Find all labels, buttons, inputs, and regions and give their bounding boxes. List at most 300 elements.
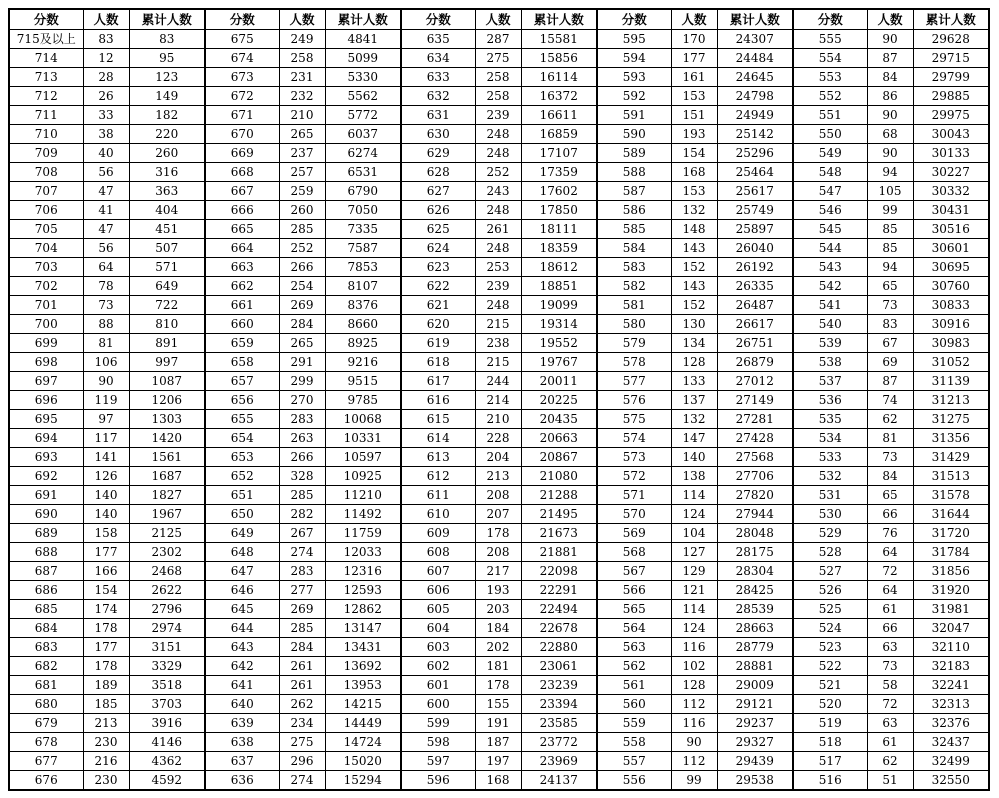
score-cell: 629: [401, 144, 475, 163]
table-row: [9, 201, 989, 220]
cumulative-cell: 28048: [717, 524, 793, 543]
table-row: [9, 562, 989, 581]
table-row: [9, 258, 989, 277]
table-row: [9, 600, 989, 619]
count-cell: 252: [279, 239, 325, 258]
count-cell: 119: [83, 391, 129, 410]
table-row: [9, 486, 989, 505]
score-cell: 566: [597, 581, 671, 600]
table-row: [9, 638, 989, 657]
score-cell: 593: [597, 68, 671, 87]
count-cell: 130: [671, 315, 717, 334]
score-cell: 535: [793, 410, 867, 429]
cumulative-cell: 3916: [129, 714, 205, 733]
score-cell: 644: [205, 619, 279, 638]
cumulative-cell: 27820: [717, 486, 793, 505]
count-cell: 274: [279, 543, 325, 562]
score-cell: 525: [793, 600, 867, 619]
cumulative-cell: 27012: [717, 372, 793, 391]
score-cell: 585: [597, 220, 671, 239]
count-cell: 63: [867, 714, 913, 733]
score-cell: 548: [793, 163, 867, 182]
count-cell: 26: [83, 87, 129, 106]
count-cell: 213: [475, 467, 521, 486]
count-cell: 105: [867, 182, 913, 201]
count-cell: 275: [279, 733, 325, 752]
score-cell: 545: [793, 220, 867, 239]
score-cell: 571: [597, 486, 671, 505]
score-cell: 604: [401, 619, 475, 638]
score-cell: 608: [401, 543, 475, 562]
cumulative-cell: 1420: [129, 429, 205, 448]
score-cell: 653: [205, 448, 279, 467]
score-cell: 559: [597, 714, 671, 733]
score-cell: 628: [401, 163, 475, 182]
score-cell: 668: [205, 163, 279, 182]
cumulative-cell: 2974: [129, 619, 205, 638]
score-cell: 570: [597, 505, 671, 524]
cumulative-cell: 19099: [521, 296, 597, 315]
count-cell: 38: [83, 125, 129, 144]
count-cell: 261: [475, 220, 521, 239]
score-cell: 520: [793, 695, 867, 714]
score-cell: 554: [793, 49, 867, 68]
table-row: [9, 543, 989, 562]
count-cell: 265: [279, 125, 325, 144]
cumulative-cell: 29538: [717, 771, 793, 791]
table-row: [9, 448, 989, 467]
score-cell: 655: [205, 410, 279, 429]
cumulative-cell: 7335: [325, 220, 401, 239]
count-cell: 178: [83, 619, 129, 638]
count-cell: 62: [867, 752, 913, 771]
count-cell: 114: [671, 600, 717, 619]
count-cell: 285: [279, 220, 325, 239]
cumulative-cell: 15294: [325, 771, 401, 791]
count-cell: 207: [475, 505, 521, 524]
score-cell: 536: [793, 391, 867, 410]
count-cell: 85: [867, 239, 913, 258]
cumulative-cell: 316: [129, 163, 205, 182]
count-cell: 210: [279, 106, 325, 125]
cumulative-cell: 29439: [717, 752, 793, 771]
score-cell: 680: [9, 695, 83, 714]
score-cell: 642: [205, 657, 279, 676]
count-cell: 99: [867, 201, 913, 220]
count-cell: 90: [867, 106, 913, 125]
score-cell: 705: [9, 220, 83, 239]
cumulative-cell: 220: [129, 125, 205, 144]
score-cell: 577: [597, 372, 671, 391]
count-cell: 140: [83, 486, 129, 505]
count-cell: 296: [279, 752, 325, 771]
score-cell: 673: [205, 68, 279, 87]
score-cell: 606: [401, 581, 475, 600]
cumulative-cell: 16114: [521, 68, 597, 87]
count-cell: 155: [475, 695, 521, 714]
cumulative-cell: 5772: [325, 106, 401, 125]
cumulative-cell: 149: [129, 87, 205, 106]
count-cell: 261: [279, 657, 325, 676]
score-cell: 671: [205, 106, 279, 125]
score-cell: 613: [401, 448, 475, 467]
cumulative-cell: 5099: [325, 49, 401, 68]
cumulative-cell: 1967: [129, 505, 205, 524]
count-cell: 215: [475, 315, 521, 334]
score-cell: 555: [793, 30, 867, 49]
cumulative-cell: 9216: [325, 353, 401, 372]
cumulative-cell: 2622: [129, 581, 205, 600]
score-header: 分数: [9, 9, 83, 30]
cumulative-cell: 30695: [913, 258, 989, 277]
score-cell: 679: [9, 714, 83, 733]
count-cell: 252: [475, 163, 521, 182]
cumulative-cell: 1206: [129, 391, 205, 410]
score-cell: 546: [793, 201, 867, 220]
score-cell: 592: [597, 87, 671, 106]
count-cell: 267: [279, 524, 325, 543]
count-cell: 269: [279, 296, 325, 315]
cumulative-cell: 13692: [325, 657, 401, 676]
table-row: [9, 125, 989, 144]
score-cell: 651: [205, 486, 279, 505]
score-cell: 539: [793, 334, 867, 353]
count-cell: 116: [671, 638, 717, 657]
table-header: [9, 9, 989, 30]
cumulative-cell: 182: [129, 106, 205, 125]
count-cell: 178: [475, 524, 521, 543]
cumulative-cell: 28175: [717, 543, 793, 562]
score-cell: 572: [597, 467, 671, 486]
score-cell: 625: [401, 220, 475, 239]
score-cell: 686: [9, 581, 83, 600]
score-cell: 648: [205, 543, 279, 562]
score-cell: 568: [597, 543, 671, 562]
cumulative-cell: 29327: [717, 733, 793, 752]
cumulative-cell: 19552: [521, 334, 597, 353]
cumulative-cell: 22098: [521, 562, 597, 581]
cumulative-cell: 29237: [717, 714, 793, 733]
count-cell: 104: [671, 524, 717, 543]
table-row: [9, 239, 989, 258]
count-cell: 148: [671, 220, 717, 239]
count-cell: 217: [475, 562, 521, 581]
cumulative-cell: 31052: [913, 353, 989, 372]
score-cell: 624: [401, 239, 475, 258]
score-distribution-table: [8, 8, 990, 791]
cumulative-cell: 1303: [129, 410, 205, 429]
count-cell: 56: [83, 239, 129, 258]
count-cell: 140: [671, 448, 717, 467]
score-cell: 614: [401, 429, 475, 448]
count-cell: 124: [671, 619, 717, 638]
score-cell: 712: [9, 87, 83, 106]
count-cell: 299: [279, 372, 325, 391]
count-cell: 210: [475, 410, 521, 429]
cumulative-cell: 4146: [129, 733, 205, 752]
score-cell: 576: [597, 391, 671, 410]
cumulative-cell: 1687: [129, 467, 205, 486]
score-cell: 598: [401, 733, 475, 752]
cumulative-cell: 30043: [913, 125, 989, 144]
score-cell: 580: [597, 315, 671, 334]
cumulative-cell: 2796: [129, 600, 205, 619]
score-cell: 526: [793, 581, 867, 600]
count-cell: 214: [475, 391, 521, 410]
cumulative-cell: 25749: [717, 201, 793, 220]
cumulative-cell: 16611: [521, 106, 597, 125]
count-header: 人数: [671, 9, 717, 30]
score-cell: 563: [597, 638, 671, 657]
cumulative-cell: 3703: [129, 695, 205, 714]
count-cell: 83: [867, 315, 913, 334]
count-cell: 263: [279, 429, 325, 448]
header-row: [9, 9, 989, 30]
cumulative-cell: 29715: [913, 49, 989, 68]
count-cell: 126: [83, 467, 129, 486]
cumulative-cell: 30916: [913, 315, 989, 334]
table-row: [9, 657, 989, 676]
count-cell: 72: [867, 562, 913, 581]
cumulative-cell: 14449: [325, 714, 401, 733]
count-cell: 62: [867, 410, 913, 429]
table-row: [9, 429, 989, 448]
score-cell: 627: [401, 182, 475, 201]
count-cell: 41: [83, 201, 129, 220]
score-cell: 558: [597, 733, 671, 752]
cumulative-header: 累计人数: [913, 9, 989, 30]
count-cell: 64: [867, 581, 913, 600]
score-cell: 591: [597, 106, 671, 125]
count-cell: 99: [671, 771, 717, 791]
table-row: [9, 277, 989, 296]
cumulative-cell: 22678: [521, 619, 597, 638]
score-cell: 561: [597, 676, 671, 695]
score-cell: 617: [401, 372, 475, 391]
count-cell: 239: [475, 277, 521, 296]
table-row: [9, 372, 989, 391]
cumulative-cell: 13431: [325, 638, 401, 657]
score-header: 分数: [401, 9, 475, 30]
count-cell: 277: [279, 581, 325, 600]
score-cell: 540: [793, 315, 867, 334]
cumulative-cell: 2302: [129, 543, 205, 562]
score-cell: 684: [9, 619, 83, 638]
count-cell: 90: [83, 372, 129, 391]
score-cell: 646: [205, 581, 279, 600]
count-cell: 152: [671, 296, 717, 315]
count-cell: 158: [83, 524, 129, 543]
count-cell: 248: [475, 296, 521, 315]
score-cell: 635: [401, 30, 475, 49]
score-cell: 677: [9, 752, 83, 771]
score-cell: 633: [401, 68, 475, 87]
score-cell: 569: [597, 524, 671, 543]
score-cell: 694: [9, 429, 83, 448]
score-cell: 695: [9, 410, 83, 429]
count-cell: 128: [671, 676, 717, 695]
count-cell: 168: [475, 771, 521, 791]
table-row: [9, 334, 989, 353]
score-cell: 607: [401, 562, 475, 581]
count-cell: 243: [475, 182, 521, 201]
cumulative-cell: 17602: [521, 182, 597, 201]
cumulative-cell: 12316: [325, 562, 401, 581]
count-cell: 258: [279, 49, 325, 68]
score-cell: 643: [205, 638, 279, 657]
score-cell: 550: [793, 125, 867, 144]
score-cell: 516: [793, 771, 867, 791]
count-cell: 178: [83, 657, 129, 676]
cumulative-cell: 2468: [129, 562, 205, 581]
table-row: [9, 391, 989, 410]
cumulative-cell: 363: [129, 182, 205, 201]
cumulative-cell: 8376: [325, 296, 401, 315]
score-cell: 711: [9, 106, 83, 125]
score-cell: 564: [597, 619, 671, 638]
cumulative-cell: 10331: [325, 429, 401, 448]
count-cell: 234: [279, 714, 325, 733]
count-cell: 73: [867, 448, 913, 467]
count-cell: 90: [867, 144, 913, 163]
score-cell: 534: [793, 429, 867, 448]
score-cell: 666: [205, 201, 279, 220]
score-cell: 687: [9, 562, 83, 581]
cumulative-cell: 12862: [325, 600, 401, 619]
count-cell: 121: [671, 581, 717, 600]
count-cell: 244: [475, 372, 521, 391]
count-cell: 114: [671, 486, 717, 505]
cumulative-cell: 11210: [325, 486, 401, 505]
count-cell: 73: [83, 296, 129, 315]
cumulative-cell: 20225: [521, 391, 597, 410]
count-cell: 69: [867, 353, 913, 372]
score-cell: 636: [205, 771, 279, 791]
cumulative-cell: 15856: [521, 49, 597, 68]
cumulative-cell: 29885: [913, 87, 989, 106]
cumulative-cell: 32313: [913, 695, 989, 714]
count-cell: 291: [279, 353, 325, 372]
cumulative-cell: 26617: [717, 315, 793, 334]
count-cell: 58: [867, 676, 913, 695]
cumulative-cell: 32241: [913, 676, 989, 695]
count-cell: 72: [867, 695, 913, 714]
score-cell: 622: [401, 277, 475, 296]
count-cell: 177: [83, 638, 129, 657]
score-cell: 650: [205, 505, 279, 524]
table-row: [9, 296, 989, 315]
score-cell: 565: [597, 600, 671, 619]
score-cell: 649: [205, 524, 279, 543]
score-cell: 691: [9, 486, 83, 505]
count-cell: 193: [475, 581, 521, 600]
count-cell: 81: [867, 429, 913, 448]
count-cell: 76: [867, 524, 913, 543]
count-cell: 106: [83, 353, 129, 372]
score-cell: 603: [401, 638, 475, 657]
cumulative-cell: 12033: [325, 543, 401, 562]
cumulative-cell: 27428: [717, 429, 793, 448]
cumulative-cell: 24645: [717, 68, 793, 87]
count-cell: 78: [83, 277, 129, 296]
score-cell: 699: [9, 334, 83, 353]
score-cell: 518: [793, 733, 867, 752]
cumulative-cell: 6531: [325, 163, 401, 182]
count-cell: 84: [867, 467, 913, 486]
score-cell: 586: [597, 201, 671, 220]
count-cell: 67: [867, 334, 913, 353]
score-cell: 600: [401, 695, 475, 714]
count-cell: 90: [671, 733, 717, 752]
cumulative-cell: 32376: [913, 714, 989, 733]
count-cell: 248: [475, 239, 521, 258]
cumulative-cell: 18111: [521, 220, 597, 239]
score-cell: 588: [597, 163, 671, 182]
cumulative-cell: 31356: [913, 429, 989, 448]
count-cell: 51: [867, 771, 913, 791]
count-cell: 68: [867, 125, 913, 144]
table-row: [9, 676, 989, 695]
table-row: [9, 106, 989, 125]
score-cell: 562: [597, 657, 671, 676]
count-cell: 187: [475, 733, 521, 752]
score-cell: 556: [597, 771, 671, 791]
table-row: [9, 733, 989, 752]
cumulative-cell: 29121: [717, 695, 793, 714]
count-cell: 258: [475, 68, 521, 87]
score-cell: 590: [597, 125, 671, 144]
score-cell: 647: [205, 562, 279, 581]
cumulative-cell: 7853: [325, 258, 401, 277]
cumulative-cell: 507: [129, 239, 205, 258]
table-row: [9, 87, 989, 106]
score-cell: 667: [205, 182, 279, 201]
cumulative-cell: 17107: [521, 144, 597, 163]
score-cell: 567: [597, 562, 671, 581]
cumulative-cell: 11759: [325, 524, 401, 543]
score-cell: 549: [793, 144, 867, 163]
count-cell: 203: [475, 600, 521, 619]
count-cell: 184: [475, 619, 521, 638]
cumulative-cell: 31920: [913, 581, 989, 600]
cumulative-cell: 23969: [521, 752, 597, 771]
cumulative-cell: 14215: [325, 695, 401, 714]
score-cell: 537: [793, 372, 867, 391]
cumulative-cell: 31856: [913, 562, 989, 581]
score-cell: 708: [9, 163, 83, 182]
count-cell: 274: [279, 771, 325, 791]
cumulative-cell: 1561: [129, 448, 205, 467]
score-cell: 713: [9, 68, 83, 87]
cumulative-cell: 26040: [717, 239, 793, 258]
count-cell: 141: [83, 448, 129, 467]
table-row: [9, 771, 989, 791]
score-cell: 619: [401, 334, 475, 353]
count-cell: 47: [83, 182, 129, 201]
count-cell: 88: [83, 315, 129, 334]
cumulative-header: 累计人数: [129, 9, 205, 30]
cumulative-cell: 32499: [913, 752, 989, 771]
count-cell: 64: [867, 543, 913, 562]
cumulative-cell: 30983: [913, 334, 989, 353]
score-cell: 616: [401, 391, 475, 410]
cumulative-cell: 25142: [717, 125, 793, 144]
score-cell: 656: [205, 391, 279, 410]
score-cell: 693: [9, 448, 83, 467]
score-cell: 528: [793, 543, 867, 562]
count-cell: 47: [83, 220, 129, 239]
count-cell: 128: [671, 353, 717, 372]
